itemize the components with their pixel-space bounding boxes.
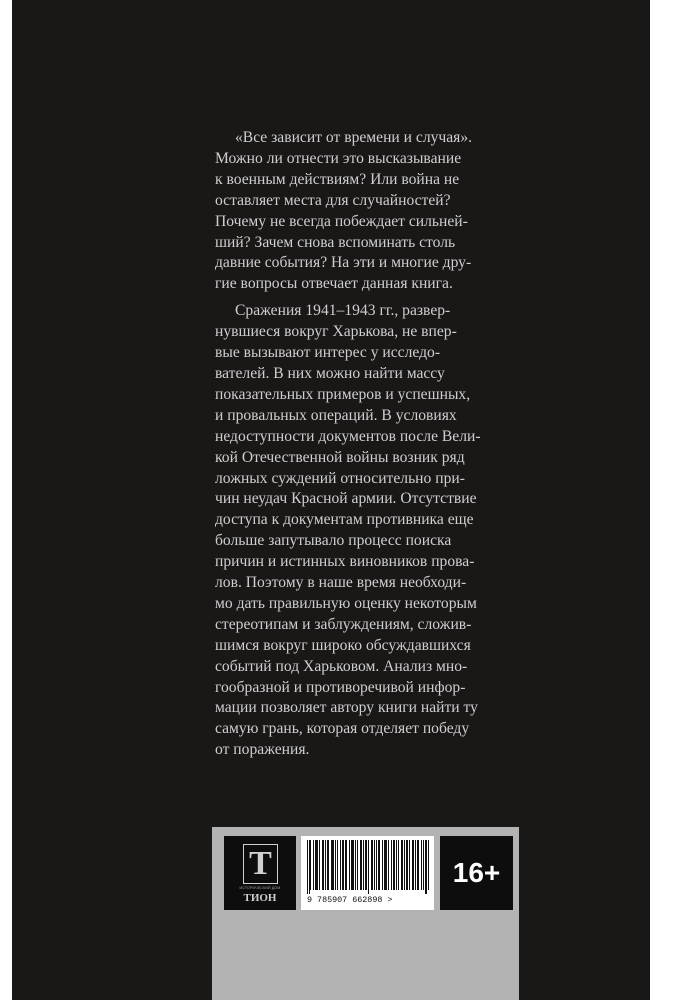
isbn-barcode: [301, 836, 434, 910]
barcode-bar: [366, 840, 367, 890]
blurb-line: оставляет места для случайностей?: [215, 191, 451, 209]
barcode-bar: [384, 840, 385, 890]
barcode-bar: [331, 840, 332, 890]
blurb-line: больше запутывало процесс поиска: [215, 532, 452, 550]
barcode-bar: [379, 840, 380, 890]
blurb-line: недоступности документов после Вели-: [215, 427, 481, 445]
barcode-bar: [327, 840, 328, 890]
barcode-bar: [361, 840, 362, 890]
blurb-text: [215, 128, 528, 761]
barcode-bar: [365, 840, 366, 890]
barcode-bar: [413, 840, 414, 890]
barcode-bar: [349, 840, 350, 890]
isbn-number: 9 785907 662898 >: [307, 895, 393, 905]
blurb-line: гообразной и противоречивой инфор-: [215, 678, 466, 696]
barcode-bar: [342, 840, 343, 890]
barcode-bar: [393, 840, 394, 890]
blurb-line: от поражения.: [215, 741, 310, 759]
publisher-mark: T: [243, 844, 278, 884]
barcode-bar: [418, 840, 419, 890]
barcode-bar: [310, 840, 311, 890]
publisher-name: ТИОН: [243, 892, 277, 904]
barcode-bar: [368, 840, 369, 894]
blurb-line: доступа к документам противника еще: [215, 511, 474, 529]
barcode-bar: [325, 840, 326, 890]
barcode-bar: [404, 840, 405, 890]
barcode-bar: [333, 840, 334, 890]
publisher-tagline: ИСТОРИЧЕСКИЙ ДОМ: [239, 886, 281, 890]
barcode-bar: [322, 840, 323, 890]
barcode-bar: [388, 840, 389, 890]
barcode-bars: [307, 840, 429, 894]
barcode-bar: [353, 840, 354, 890]
age-rating-badge: 16+: [440, 836, 513, 910]
barcode-bar: [317, 840, 318, 890]
barcode-bar: [363, 840, 364, 890]
barcode-bar: [385, 840, 386, 890]
barcode-bar: [391, 840, 392, 890]
barcode-bar: [426, 840, 427, 894]
barcode-bar: [372, 840, 373, 890]
barcode-bar: [378, 840, 379, 890]
blurb-line: к военным действиям? Или война не: [215, 170, 460, 188]
blurb-line: и провальных операций. В условиях: [215, 406, 457, 424]
barcode-bar: [346, 840, 347, 890]
blurb-line: шимся вокруг широко обсуждавшихся: [215, 636, 471, 654]
barcode-bar: [394, 840, 395, 890]
blurb-line: событий под Харьковом. Анализ мно-: [215, 657, 468, 675]
blurb-line: гие вопросы отвечает данная книга.: [215, 275, 453, 293]
blurb-line: показательных примеров и успешных,: [215, 385, 471, 403]
blurb-line: причин и истинных виновников прова-: [215, 553, 475, 571]
barcode-bar: [343, 840, 344, 890]
blurb-line: лов. Поэтому в наше время необходи-: [215, 574, 467, 592]
blurb-line: нувшиеся вокруг Харькова, не впер-: [215, 323, 457, 341]
barcode-bar: [415, 840, 416, 890]
blurb-line: «Все зависит от времени и случая».: [235, 129, 473, 146]
barcode-bar: [316, 840, 317, 890]
blurb-line: вателей. В них можно найти массу: [215, 364, 445, 382]
blurb-line: давние события? На эти и многие дру-: [215, 254, 472, 272]
barcode-bar: [402, 840, 403, 890]
barcode-bar: [382, 840, 383, 890]
blurb-line: Можно ли отнести это высказывание: [215, 149, 462, 167]
blurb-line: чин неудач Красной армии. Отсутствие: [215, 490, 477, 508]
barcode-bar: [417, 840, 418, 890]
barcode-bar: [335, 840, 336, 890]
barcode-bar: [319, 840, 320, 890]
blurb-line: ший? Зачем снова вспоминать столь: [215, 233, 456, 251]
blurb-line: стереотипам и заблуждениям, сложив-: [215, 615, 472, 633]
barcode-bar: [357, 840, 358, 890]
barcode-bar: [313, 840, 314, 890]
blurb-line: ложных суждений относительно при-: [215, 469, 465, 487]
barcode-bar: [352, 840, 353, 890]
barcode-bar: [337, 840, 338, 890]
barcode-bar: [421, 840, 422, 890]
barcode-bar: [428, 840, 429, 890]
barcode-bar: [374, 840, 375, 890]
blurb-line: самую грань, которая отделяет победу: [215, 720, 470, 738]
publisher-logo: [224, 836, 296, 910]
blurb-line: кой Отечественной войны возник ряд: [215, 448, 465, 466]
blurb-line: вые вызывают интерес у исследо-: [215, 344, 441, 362]
barcode-bar: [307, 840, 308, 894]
barcode-bar: [407, 840, 408, 890]
barcode-bar: [425, 840, 426, 894]
barcode-bar: [332, 840, 333, 890]
barcode-bar: [401, 840, 402, 890]
barcode-bar: [351, 840, 352, 890]
barcode-bar: [340, 840, 341, 890]
blurb-line: мации позволяет автору книги найти ту: [215, 699, 478, 717]
barcode-bar: [386, 840, 387, 890]
barcode-bar: [423, 840, 424, 890]
barcode-bar: [309, 840, 310, 894]
barcode-bar: [412, 840, 413, 890]
blurb-line: Сражения 1941–1943 гг., развер-: [235, 302, 451, 320]
barcode-bar: [315, 840, 316, 890]
barcode-bar: [355, 840, 356, 890]
blurb-line: Почему не всегда побеждает сильней-: [215, 212, 468, 230]
barcode-bar: [376, 840, 377, 890]
barcode-bar: [371, 840, 372, 890]
barcode-bar: [406, 840, 407, 890]
barcode-bar: [323, 840, 324, 890]
blurb-line: мо дать правильную оценку некоторым: [215, 594, 477, 612]
barcode-bar: [328, 840, 329, 890]
barcode-bar: [409, 840, 410, 890]
barcode-bar: [396, 840, 397, 890]
barcode-bar: [345, 840, 346, 890]
barcode-bar: [360, 840, 361, 890]
barcode-bar: [398, 840, 399, 890]
